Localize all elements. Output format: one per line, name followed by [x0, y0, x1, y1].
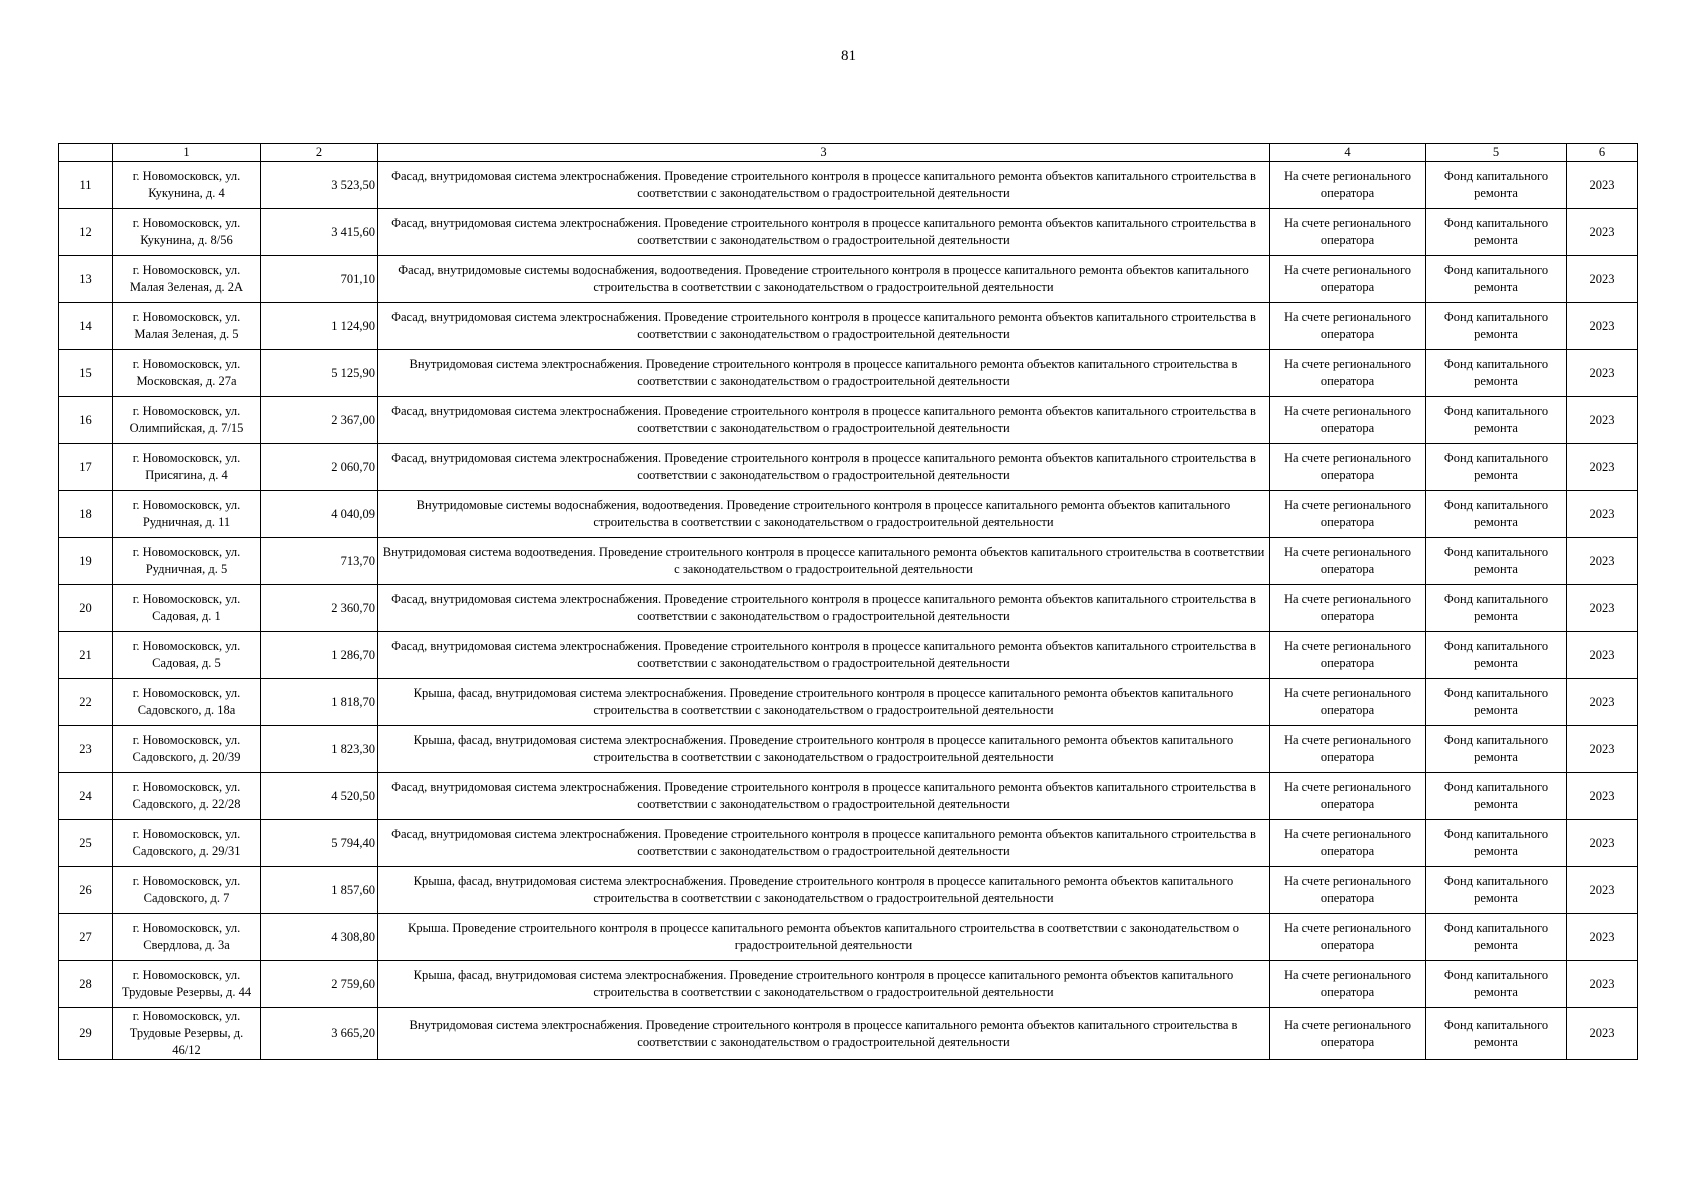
account-cell: На счете регионального оператора [1270, 679, 1426, 726]
works-cell: Крыша, фасад, внутридомовая система электроснабжения. Проведение строительного контроля в процессе капитального ремонта объектов капитального строительства в соответствии с законодательством о градостроительной деятельности [378, 961, 1270, 1008]
funding-source-cell: Фонд капитального ремонта [1426, 350, 1567, 397]
year-cell: 2023 [1567, 632, 1638, 679]
area-cell: 2 367,00 [261, 397, 378, 444]
funding-source-cell: Фонд капитального ремонта [1426, 491, 1567, 538]
year-cell: 2023 [1567, 773, 1638, 820]
works-cell: Фасад, внутридомовая система электроснабжения. Проведение строительного контроля в процессе капитального ремонта объектов капитального строительства в соответствии с законодательством о градостроительной деятельности [378, 632, 1270, 679]
area-cell: 1 286,70 [261, 632, 378, 679]
address-cell: г. Новомосковск, ул. Малая Зеленая, д. 5 [113, 303, 261, 350]
table-header [59, 144, 1638, 162]
area-cell: 713,70 [261, 538, 378, 585]
table-row [59, 256, 1638, 303]
table-row [59, 679, 1638, 726]
table-row [59, 632, 1638, 679]
funding-source-cell: Фонд капитального ремонта [1426, 726, 1567, 773]
table-row [59, 867, 1638, 914]
table-row [59, 585, 1638, 632]
funding-source-cell: Фонд капитального ремонта [1426, 961, 1567, 1008]
address-cell: г. Новомосковск, ул. Садовая, д. 5 [113, 632, 261, 679]
row-number: 18 [59, 491, 113, 538]
works-cell: Внутридомовая система электроснабжения. Проведение строительного контроля в процессе капитального ремонта объектов капитального строительства в соответствии с законодательством о градостроительной деятельности [378, 350, 1270, 397]
funding-source-cell: Фонд капитального ремонта [1426, 303, 1567, 350]
works-cell: Крыша. Проведение строительного контроля в процессе капитального ремонта объектов капитального строительства в соответствии с законодательством о градостроительной деятельности [378, 914, 1270, 961]
works-cell: Крыша, фасад, внутридомовая система электроснабжения. Проведение строительного контроля в процессе капитального ремонта объектов капитального строительства в соответствии с законодательством о градостроительной деятельности [378, 679, 1270, 726]
area-cell: 5 125,90 [261, 350, 378, 397]
account-cell: На счете регионального оператора [1270, 773, 1426, 820]
table-body [59, 162, 1638, 1060]
address-cell: г. Новомосковск, ул. Кукунина, д. 4 [113, 162, 261, 209]
row-number: 20 [59, 585, 113, 632]
row-number: 23 [59, 726, 113, 773]
column-header-1: 1 [113, 144, 261, 162]
row-number: 21 [59, 632, 113, 679]
area-cell: 701,10 [261, 256, 378, 303]
column-header-6: 6 [1567, 144, 1638, 162]
year-cell: 2023 [1567, 209, 1638, 256]
works-cell: Фасад, внутридомовая система электроснабжения. Проведение строительного контроля в процессе капитального ремонта объектов капитального строительства в соответствии с законодательством о градостроительной деятельности [378, 585, 1270, 632]
table-row [59, 914, 1638, 961]
account-cell: На счете регионального оператора [1270, 444, 1426, 491]
column-header-4: 4 [1270, 144, 1426, 162]
table-row [59, 350, 1638, 397]
address-cell: г. Новомосковск, ул. Рудничная, д. 11 [113, 491, 261, 538]
year-cell: 2023 [1567, 303, 1638, 350]
address-cell: г. Новомосковск, ул. Малая Зеленая, д. 2А [113, 256, 261, 303]
address-cell: г. Новомосковск, ул. Садовского, д. 7 [113, 867, 261, 914]
table-row [59, 961, 1638, 1008]
works-cell: Фасад, внутридомовая система электроснабжения. Проведение строительного контроля в процессе капитального ремонта объектов капитального строительства в соответствии с законодательством о градостроительной деятельности [378, 303, 1270, 350]
works-cell: Фасад, внутридомовая система электроснабжения. Проведение строительного контроля в процессе капитального ремонта объектов капитального строительства в соответствии с законодательством о градостроительной деятельности [378, 773, 1270, 820]
area-cell: 2 060,70 [261, 444, 378, 491]
account-cell: На счете регионального оператора [1270, 162, 1426, 209]
table-row [59, 1008, 1638, 1060]
year-cell: 2023 [1567, 914, 1638, 961]
address-cell: г. Новомосковск, ул. Садовского, д. 22/28 [113, 773, 261, 820]
account-cell: На счете регионального оператора [1270, 632, 1426, 679]
table-row [59, 491, 1638, 538]
address-cell: г. Новомосковск, ул. Свердлова, д. 3а [113, 914, 261, 961]
area-cell: 3 415,60 [261, 209, 378, 256]
year-cell: 2023 [1567, 820, 1638, 867]
works-cell: Крыша, фасад, внутридомовая система электроснабжения. Проведение строительного контроля в процессе капитального ремонта объектов капитального строительства в соответствии с законодательством о градостроительной деятельности [378, 867, 1270, 914]
row-number: 25 [59, 820, 113, 867]
funding-source-cell: Фонд капитального ремонта [1426, 1008, 1567, 1060]
funding-source-cell: Фонд капитального ремонта [1426, 444, 1567, 491]
area-cell: 1 857,60 [261, 867, 378, 914]
address-cell: г. Новомосковск, ул. Кукунина, д. 8/56 [113, 209, 261, 256]
funding-source-cell: Фонд капитального ремонта [1426, 773, 1567, 820]
works-cell: Фасад, внутридомовая система электроснабжения. Проведение строительного контроля в процессе капитального ремонта объектов капитального строительства в соответствии с законодательством о градостроительной деятельности [378, 397, 1270, 444]
year-cell: 2023 [1567, 679, 1638, 726]
column-header-2: 2 [261, 144, 378, 162]
account-cell: На счете регионального оператора [1270, 209, 1426, 256]
funding-source-cell: Фонд капитального ремонта [1426, 867, 1567, 914]
row-number: 24 [59, 773, 113, 820]
funding-source-cell: Фонд капитального ремонта [1426, 397, 1567, 444]
funding-source-cell: Фонд капитального ремонта [1426, 209, 1567, 256]
year-cell: 2023 [1567, 397, 1638, 444]
row-number: 15 [59, 350, 113, 397]
area-cell: 1 823,30 [261, 726, 378, 773]
row-number: 17 [59, 444, 113, 491]
row-number: 27 [59, 914, 113, 961]
year-cell: 2023 [1567, 726, 1638, 773]
address-cell: г. Новомосковск, ул. Олимпийская, д. 7/15 [113, 397, 261, 444]
table-row [59, 444, 1638, 491]
account-cell: На счете регионального оператора [1270, 538, 1426, 585]
table-row [59, 162, 1638, 209]
works-cell: Внутридомовые системы водоснабжения, водоотведения. Проведение строительного контроля в процессе капитального ремонта объектов капитального строительства в соответствии с законодательством о градостроительной деятельности [378, 491, 1270, 538]
works-cell: Фасад, внутридомовая система электроснабжения. Проведение строительного контроля в процессе капитального ремонта объектов капитального строительства в соответствии с законодательством о градостроительной деятельности [378, 162, 1270, 209]
account-cell: На счете регионального оператора [1270, 350, 1426, 397]
funding-source-cell: Фонд капитального ремонта [1426, 162, 1567, 209]
account-cell: На счете регионального оператора [1270, 914, 1426, 961]
funding-source-cell: Фонд капитального ремонта [1426, 820, 1567, 867]
account-cell: На счете регионального оператора [1270, 867, 1426, 914]
account-cell: На счете регионального оператора [1270, 820, 1426, 867]
area-cell: 4 040,09 [261, 491, 378, 538]
row-number: 28 [59, 961, 113, 1008]
account-cell: На счете регионального оператора [1270, 303, 1426, 350]
table-row [59, 538, 1638, 585]
area-cell: 4 308,80 [261, 914, 378, 961]
area-cell: 1 818,70 [261, 679, 378, 726]
table-row [59, 726, 1638, 773]
works-cell: Внутридомовая система водоотведения. Проведение строительного контроля в процессе капитального ремонта объектов капитального строительства в соответствии с законодательством о градостроительной деятельности [378, 538, 1270, 585]
address-cell: г. Новомосковск, ул. Рудничная, д. 5 [113, 538, 261, 585]
row-number: 19 [59, 538, 113, 585]
row-number: 13 [59, 256, 113, 303]
address-cell: г. Новомосковск, ул. Присягина, д. 4 [113, 444, 261, 491]
row-number: 26 [59, 867, 113, 914]
table-row [59, 303, 1638, 350]
year-cell: 2023 [1567, 1008, 1638, 1060]
area-cell: 3 665,20 [261, 1008, 378, 1060]
row-number: 12 [59, 209, 113, 256]
funding-source-cell: Фонд капитального ремонта [1426, 585, 1567, 632]
year-cell: 2023 [1567, 162, 1638, 209]
year-cell: 2023 [1567, 350, 1638, 397]
page-number: 81 [841, 48, 856, 64]
funding-source-cell: Фонд капитального ремонта [1426, 256, 1567, 303]
address-cell: г. Новомосковск, ул. Садовского, д. 20/39 [113, 726, 261, 773]
account-cell: На счете регионального оператора [1270, 961, 1426, 1008]
row-number: 29 [59, 1008, 113, 1060]
area-cell: 3 523,50 [261, 162, 378, 209]
year-cell: 2023 [1567, 491, 1638, 538]
account-cell: На счете регионального оператора [1270, 726, 1426, 773]
capital-repair-table [58, 143, 1638, 1060]
table-row [59, 773, 1638, 820]
row-number: 11 [59, 162, 113, 209]
account-cell: На счете регионального оператора [1270, 585, 1426, 632]
row-number: 16 [59, 397, 113, 444]
table-row [59, 820, 1638, 867]
account-cell: На счете регионального оператора [1270, 256, 1426, 303]
area-cell: 4 520,50 [261, 773, 378, 820]
account-cell: На счете регионального оператора [1270, 491, 1426, 538]
funding-source-cell: Фонд капитального ремонта [1426, 538, 1567, 585]
address-cell: г. Новомосковск, ул. Садовского, д. 29/31 [113, 820, 261, 867]
column-header-5: 5 [1426, 144, 1567, 162]
funding-source-cell: Фонд капитального ремонта [1426, 632, 1567, 679]
works-cell: Фасад, внутридомовая система электроснабжения. Проведение строительного контроля в процессе капитального ремонта объектов капитального строительства в соответствии с законодательством о градостроительной деятельности [378, 820, 1270, 867]
works-cell: Фасад, внутридомовая система электроснабжения. Проведение строительного контроля в процессе капитального ремонта объектов капитального строительства в соответствии с законодательством о градостроительной деятельности [378, 209, 1270, 256]
year-cell: 2023 [1567, 444, 1638, 491]
year-cell: 2023 [1567, 585, 1638, 632]
area-cell: 2 759,60 [261, 961, 378, 1008]
area-cell: 1 124,90 [261, 303, 378, 350]
area-cell: 5 794,40 [261, 820, 378, 867]
row-number: 14 [59, 303, 113, 350]
address-cell: г. Новомосковск, ул. Садовая, д. 1 [113, 585, 261, 632]
table-row [59, 397, 1638, 444]
column-number-row [59, 144, 1638, 162]
address-cell: г. Новомосковск, ул. Трудовые Резервы, д. 44 [113, 961, 261, 1008]
column-header-3: 3 [378, 144, 1270, 162]
works-cell: Фасад, внутридомовая система электроснабжения. Проведение строительного контроля в процессе капитального ремонта объектов капитального строительства в соответствии с законодательством о градостроительной деятельности [378, 444, 1270, 491]
row-number: 22 [59, 679, 113, 726]
works-cell: Фасад, внутридомовые системы водоснабжения, водоотведения. Проведение строительного контроля в процессе капитального ремонта объектов капитального строительства в соответствии с законодательством о градостроительной деятельности [378, 256, 1270, 303]
works-cell: Внутридомовая система электроснабжения. Проведение строительного контроля в процессе капитального ремонта объектов капитального строительства в соответствии с законодательством о градостроительной деятельности [378, 1008, 1270, 1060]
address-cell: г. Новомосковск, ул. Московская, д. 27а [113, 350, 261, 397]
account-cell: На счете регионального оператора [1270, 397, 1426, 444]
funding-source-cell: Фонд капитального ремонта [1426, 679, 1567, 726]
funding-source-cell: Фонд капитального ремонта [1426, 914, 1567, 961]
account-cell: На счете регионального оператора [1270, 1008, 1426, 1060]
works-cell: Крыша, фасад, внутридомовая система электроснабжения. Проведение строительного контроля в процессе капитального ремонта объектов капитального строительства в соответствии с законодательством о градостроительной деятельности [378, 726, 1270, 773]
area-cell: 2 360,70 [261, 585, 378, 632]
year-cell: 2023 [1567, 867, 1638, 914]
year-cell: 2023 [1567, 961, 1638, 1008]
address-cell: г. Новомосковск, ул. Садовского, д. 18а [113, 679, 261, 726]
table-row [59, 209, 1638, 256]
address-cell: г. Новомосковск, ул. Трудовые Резервы, д. 46/12 [113, 1008, 261, 1060]
column-header-blank [59, 144, 113, 162]
year-cell: 2023 [1567, 538, 1638, 585]
year-cell: 2023 [1567, 256, 1638, 303]
